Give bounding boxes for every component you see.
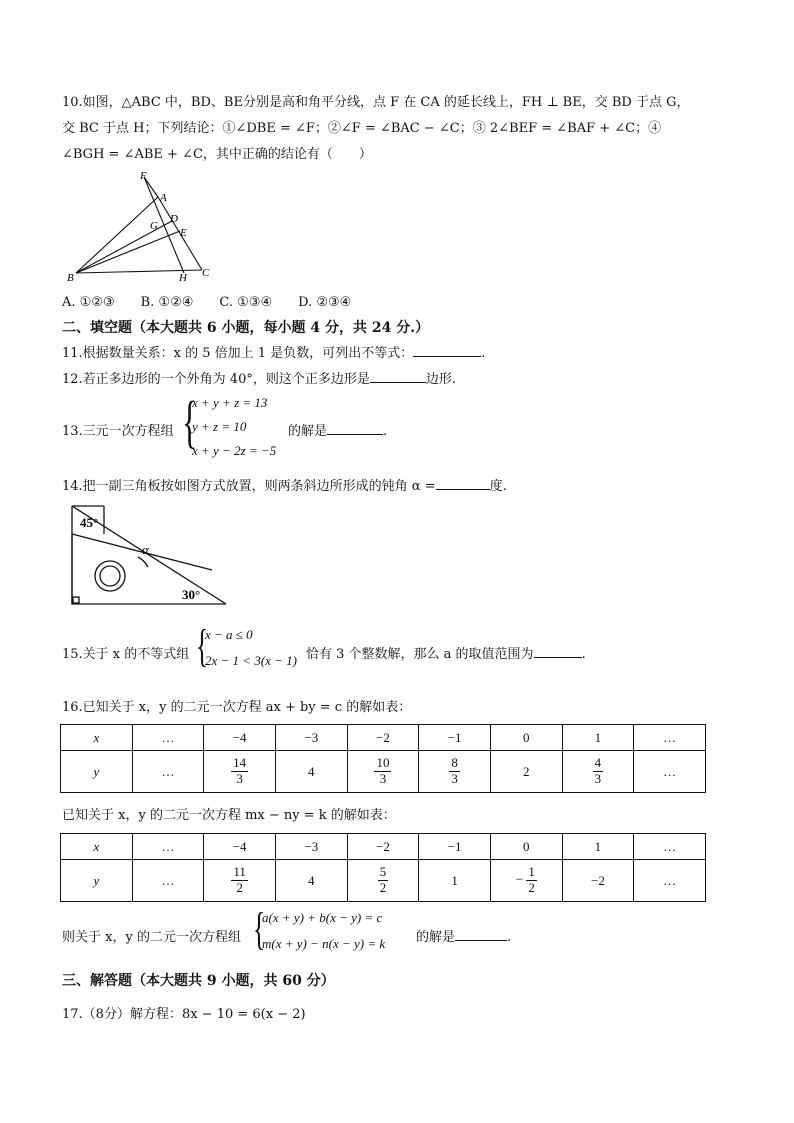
- table1-row-y: [61, 751, 706, 793]
- table-cell: x: [61, 725, 133, 751]
- table-cell: 2: [490, 751, 562, 793]
- fig-label-30: 30°: [182, 587, 201, 602]
- table-cell: 4: [275, 860, 347, 902]
- q15-eq2: 2x − 1 < 3(x − 1): [205, 653, 298, 668]
- q13-eq1: x + y + z = 13: [192, 395, 268, 410]
- fraction-denominator: 3: [594, 771, 602, 786]
- q16-intro: 16.已知关于 x，y 的二元一次方程 ax + by = c 的解如表：: [62, 700, 412, 715]
- fraction-denominator: 3: [451, 771, 458, 786]
- fraction-numerator: 8: [451, 755, 458, 771]
- q16-sys-eq1: a(x + y) + b(x − y) = c: [262, 910, 383, 925]
- q14: [62, 475, 507, 494]
- q13-answer-blank[interactable]: [327, 422, 383, 435]
- fig-label-alpha: α: [142, 542, 149, 557]
- fig-label-h: H: [179, 272, 187, 283]
- table-cell-fraction: [204, 751, 276, 793]
- q11-answer-blank[interactable]: [413, 344, 481, 357]
- fig-label-45: 45°: [80, 515, 99, 530]
- q16-tail-prefix: 则关于 x，y 的二元一次方程组: [62, 930, 241, 945]
- q15-suffix: 恰有 3 个整数解，那么 a 的取值范围为: [306, 647, 534, 662]
- fraction-numerator: 1: [528, 864, 535, 880]
- q16-tail-suffix: 的解是: [416, 930, 456, 945]
- q12-end: 边形.: [425, 372, 456, 387]
- table2-row-x: [61, 834, 706, 860]
- fig-label-f: F: [140, 170, 147, 182]
- fraction-denominator: 3: [379, 771, 387, 786]
- section2-heading: 二、填空题（本大题共 6 小题，每小题 4 分，共 24 分.）: [62, 320, 430, 336]
- q10-line2: 交 BC 于点 H；下列结论：①∠DBE = ∠F；②∠F = ∠BAC − ∠C；③ 2∠BEF = ∠BAF + ∠C；④: [62, 121, 662, 136]
- table2-row-y: [61, 860, 706, 902]
- fig-label-c: C: [202, 267, 210, 279]
- table-cell: −4: [204, 725, 276, 751]
- q14-end: 度.: [489, 479, 507, 494]
- fraction-denominator: 2: [236, 880, 243, 895]
- q15-tail: [306, 643, 586, 662]
- fraction-denominator: 2: [379, 880, 387, 895]
- q16-tail: [416, 926, 511, 945]
- fraction: [449, 756, 460, 787]
- fig-label-a: A: [160, 192, 167, 204]
- q17: 17.（8分）解方程：8x − 10 = 6(x − 2): [62, 1007, 306, 1022]
- q13-eq3: x + y − 2z = −5: [192, 443, 277, 458]
- table-cell: …: [634, 860, 706, 902]
- q13-end: .: [383, 424, 388, 439]
- minus-sign: −: [515, 871, 527, 887]
- fraction: [374, 756, 391, 787]
- q15-end: .: [581, 647, 586, 662]
- table-cell: …: [132, 860, 204, 902]
- q15-eq1: x − a ≤ 0: [205, 627, 253, 642]
- fraction-numerator: 11: [233, 864, 246, 880]
- fig-label-d: D: [170, 213, 178, 225]
- q16-brace: {: [253, 903, 266, 954]
- q10-triangle-figure: [62, 168, 222, 283]
- table-cell: −2: [562, 860, 634, 902]
- table-cell-fraction: [562, 751, 634, 793]
- q13-brace: {: [182, 389, 198, 454]
- table-cell: −4: [204, 834, 276, 860]
- table-cell: y: [61, 860, 133, 902]
- table-cell: 4: [275, 751, 347, 793]
- table-cell: …: [132, 834, 204, 860]
- table-cell-fraction: [347, 860, 419, 902]
- fig-label-g: G: [150, 220, 158, 232]
- q10-line3: ∠BGH = ∠ABE + ∠C，其中正确的结论有（ ）: [62, 147, 372, 162]
- q15-answer-blank[interactable]: [534, 645, 582, 658]
- table-cell-fraction: [490, 860, 562, 902]
- table-cell: −1: [419, 725, 491, 751]
- q12-text: 12.若正多边形的一个外角为 40°，则这个正多边形是: [62, 372, 370, 387]
- q11: [62, 342, 485, 361]
- q15-prefix: 15.关于 x 的不等式组: [62, 647, 190, 662]
- q13-tail: [288, 420, 387, 439]
- table-cell-fraction: [347, 751, 419, 793]
- fraction: [231, 865, 248, 896]
- q14-set-squares-figure: [62, 500, 232, 610]
- fraction-numerator: 5: [379, 864, 387, 880]
- q16-sys-eq2: m(x + y) − n(x − y) = k: [262, 936, 386, 951]
- table-cell: −3: [275, 834, 347, 860]
- fraction: [231, 756, 248, 787]
- q12-answer-blank[interactable]: [370, 370, 426, 383]
- section3-heading: 三、解答题（本大题共 9 小题，共 60 分）: [62, 973, 335, 989]
- table-cell: −2: [347, 834, 419, 860]
- table-cell: …: [634, 725, 706, 751]
- table-cell: −3: [275, 725, 347, 751]
- table-cell: −1: [419, 834, 491, 860]
- fraction-numerator: 4: [594, 755, 602, 771]
- table-cell: x: [61, 834, 133, 860]
- table-cell: …: [132, 751, 204, 793]
- fraction-numerator: 10: [376, 755, 390, 771]
- table-cell: 1: [419, 860, 491, 902]
- table-cell: 1: [562, 834, 634, 860]
- q11-text: 11.根据数量关系：x 的 5 倍加上 1 是负数，可列出不等式：: [62, 346, 414, 361]
- table-cell: …: [132, 725, 204, 751]
- q10-options: A. ①②③ B. ①②④ C. ①③④ D. ②③④: [62, 295, 352, 310]
- q16-solution-table-1: [60, 724, 706, 793]
- fraction: [378, 865, 389, 896]
- fraction-numerator: 14: [233, 755, 247, 771]
- fraction-denominator: 2: [528, 880, 535, 895]
- q16-solution-table-2: [60, 833, 706, 902]
- q11-end: .: [481, 346, 486, 361]
- q15-brace: {: [196, 620, 209, 671]
- table-cell: 0: [490, 725, 562, 751]
- table-cell: …: [634, 751, 706, 793]
- table-cell-fraction: [419, 751, 491, 793]
- table-cell: …: [634, 834, 706, 860]
- q16-answer-blank[interactable]: [455, 928, 507, 941]
- q16-end: .: [507, 930, 512, 945]
- q12: [62, 368, 456, 387]
- table1-row-x: [61, 725, 706, 751]
- q10-line1: 10.如图，△ABC 中，BD、BE分别是高和角平分线，点 F 在 CA 的延长线上，FH ⊥ BE，交 BD 于点 G，: [62, 95, 690, 110]
- fraction: [526, 865, 537, 896]
- table-cell: −2: [347, 725, 419, 751]
- table-cell: 0: [490, 834, 562, 860]
- table-cell: y: [61, 751, 133, 793]
- fraction: [593, 756, 604, 787]
- q13-eq2: y + z = 10: [192, 419, 247, 434]
- q14-answer-blank[interactable]: [436, 477, 490, 490]
- q16-mid: 已知关于 x，y 的二元一次方程 mx − ny = k 的解如表：: [62, 808, 396, 823]
- table-cell: 1: [562, 725, 634, 751]
- fig-label-e: E: [180, 227, 187, 239]
- fig-label-b: B: [67, 272, 74, 283]
- fraction-denominator: 3: [236, 771, 243, 786]
- q13-prefix: 13.三元一次方程组: [62, 424, 174, 439]
- table-cell-fraction: [204, 860, 276, 902]
- q13-suffix: 的解是: [288, 424, 328, 439]
- q14-text: 14.把一副三角板按如图方式放置，则两条斜边所形成的钝角 α =: [62, 479, 436, 494]
